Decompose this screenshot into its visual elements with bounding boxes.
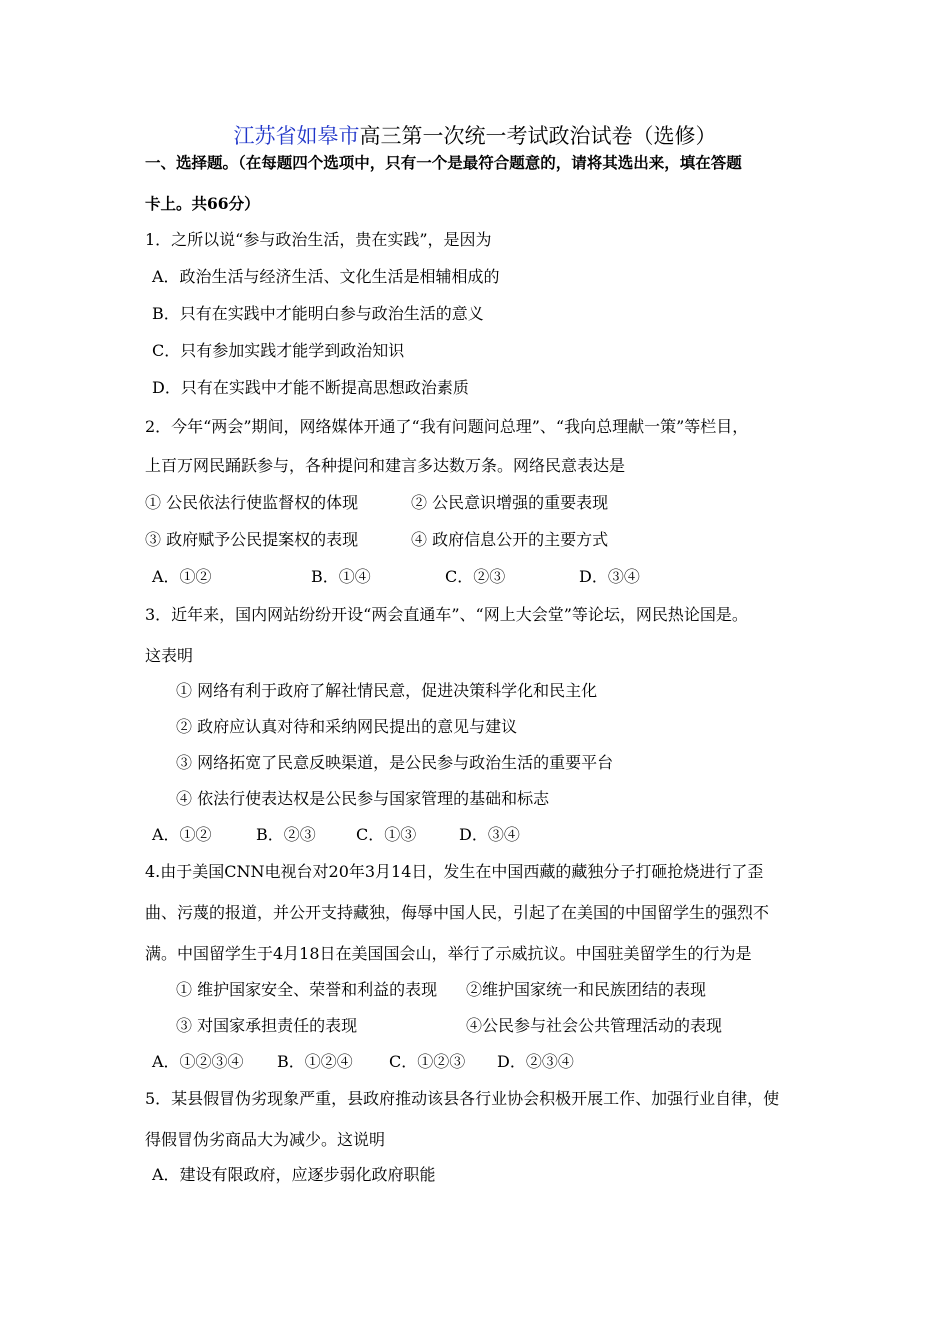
title-text: 高三第一次统一考试政治试卷（选修） <box>359 124 717 148</box>
q3-statement-3: ③ 网络拓宽了民意反映渠道，是公民参与政治生活的重要平台 <box>176 753 614 772</box>
q4-statement-4: ④公民参与社会公共管理活动的表现 <box>466 1016 723 1035</box>
q2-option-b: B．①④ <box>311 567 371 586</box>
q5-option-a: A．建设有限政府，应逐步弱化政府职能 <box>152 1165 436 1184</box>
q2-option-c: C．②③ <box>445 567 506 586</box>
q2-option-a: A．①② <box>152 567 212 586</box>
q3-option-c: C．①③ <box>356 825 417 844</box>
q2-stem-line2: 上百万网民踊跃参与，各种提问和建言多达数万条。网络民意表达是 <box>145 456 626 475</box>
q2-option-d: D．③④ <box>579 567 640 586</box>
q3-statement-2: ② 政府应认真对待和采纳网民提出的意见与建议 <box>176 717 518 736</box>
q4-option-a: A．①②③④ <box>152 1052 244 1071</box>
q1-option-c: C．只有参加实践才能学到政治知识 <box>152 341 405 360</box>
q3-stem-line1: 3．近年来，国内网站纷纷开设“两会直通车”、“网上大会堂”等论坛，网民热论国是。 <box>145 605 748 624</box>
section-heading-line2: 卡上。共66分） <box>145 194 260 213</box>
q4-option-d: D．②③④ <box>497 1052 574 1071</box>
q5-stem-line2: 得假冒伪劣商品大为减少。这说明 <box>145 1130 386 1149</box>
q4-option-c: C．①②③ <box>389 1052 466 1071</box>
q2-statement-1: ① 公民依法行使监督权的体现 <box>145 493 359 512</box>
q4-statement-3: ③ 对国家承担责任的表现 <box>176 1016 358 1035</box>
q1-stem: 1．之所以说“参与政治生活，贵在实践”，是因为 <box>145 230 492 249</box>
q3-option-d: D．③④ <box>459 825 520 844</box>
section-heading-line1: 一、选择题。（在每题四个选项中，只有一个是最符合题意的，请将其选出来，填在答题 <box>145 153 742 172</box>
q2-statement-2: ② 公民意识增强的重要表现 <box>411 493 609 512</box>
q4-stem-line3: 满。中国留学生于4月18日在美国国会山，举行了示威抗议。中国驻美留学生的行为是 <box>145 944 752 963</box>
q4-statement-2: ②维护国家统一和民族团结的表现 <box>466 980 707 999</box>
q1-option-a: A．政治生活与经济生活、文化生活是相辅相成的 <box>152 267 500 286</box>
q1-option-d: D．只有在实践中才能不断提高思想政治素质 <box>152 378 469 397</box>
q2-statement-4: ④ 政府信息公开的主要方式 <box>411 530 609 549</box>
q5-stem-line1: 5．某县假冒伪劣现象严重，县政府推动该县各行业协会积极开展工作、加强行业自律，使 <box>145 1089 780 1108</box>
q4-statement-1: ① 维护国家安全、荣誉和利益的表现 <box>176 980 438 999</box>
q3-stem-line2: 这表明 <box>145 646 194 665</box>
q3-option-a: A．①② <box>152 825 212 844</box>
q3-option-b: B．②③ <box>256 825 316 844</box>
q4-stem-line2: 曲、污蔑的报道，并公开支持藏独，侮辱中国人民，引起了在美国的中国留学生的强烈不 <box>145 903 770 922</box>
q4-stem-line1: 4.由于美国CNN电视台对20年3月14日，发生在中国西藏的藏独分子打砸抢烧进行了歪 <box>145 862 764 881</box>
q1-option-b: B．只有在实践中才能明白参与政治生活的意义 <box>152 304 484 323</box>
q2-stem-line1: 2．今年“两会”期间，网络媒体开通了“我有问题问总理”、“我向总理献一策”等栏目， <box>145 417 749 436</box>
q3-statement-1: ① 网络有利于政府了解社情民意，促进决策科学化和民主化 <box>176 681 598 700</box>
page-title <box>0 121 950 151</box>
q4-option-b: B．①②④ <box>277 1052 353 1071</box>
title-link[interactable]: 江苏省如皋市 <box>233 124 360 148</box>
q3-statement-4: ④ 依法行使表达权是公民参与国家管理的基础和标志 <box>176 789 550 808</box>
q2-statement-3: ③ 政府赋予公民提案权的表现 <box>145 530 359 549</box>
